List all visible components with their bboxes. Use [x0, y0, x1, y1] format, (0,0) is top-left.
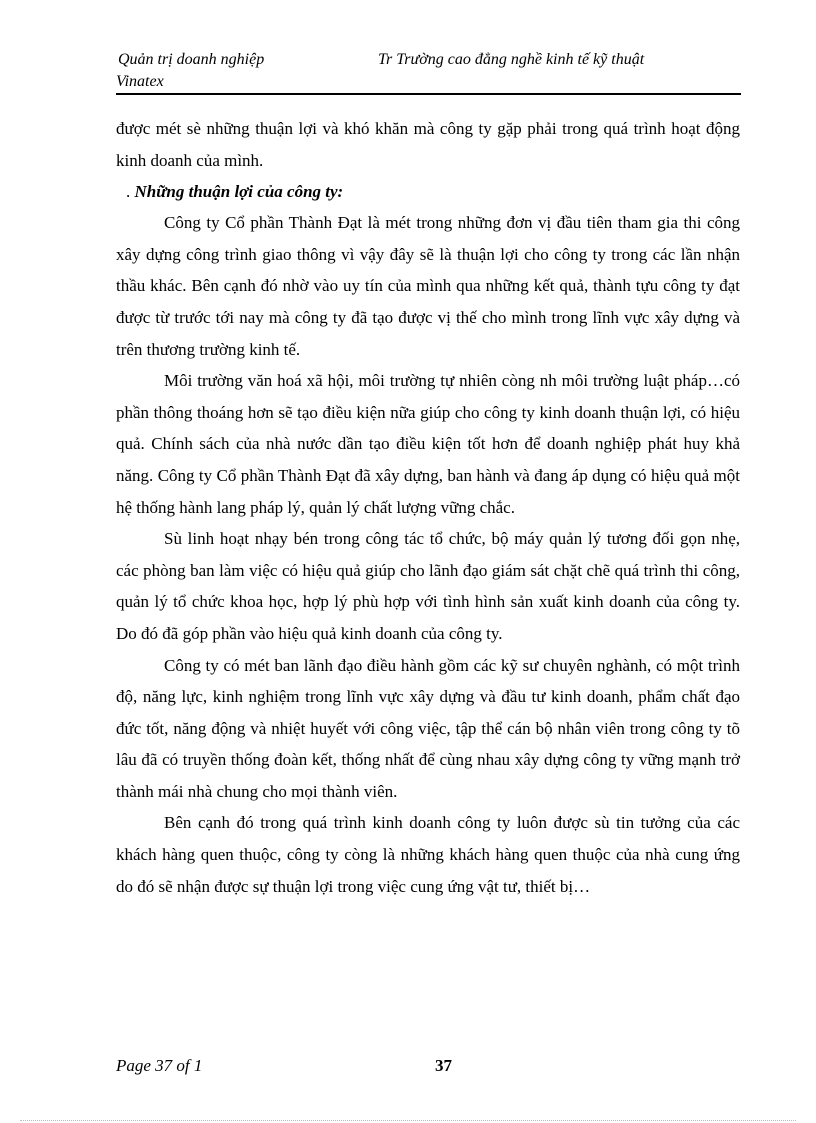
section-heading-title: Những thuận lợi của công ty: — [134, 182, 344, 202]
body-paragraph: Bên cạnh đó trong quá trình kinh doanh công ty luôn được sù tin tưởng của các khách hàng quen thuộc, công ty còng là những khách hàng quen thuộc của nhà cung ứng do đó sẽ nhận được sự thuận lợi trong việc cung ứng vật tư, thiết bị… — [116, 813, 740, 896]
footer-page-number: 37 — [435, 1056, 452, 1075]
page-header — [116, 50, 740, 94]
body-paragraph: Công ty có mét ban lãnh đạo điều hành gồm các kỹ sư chuyên nghành, có một trình độ, năng lực, kinh nghiệm trong lĩnh vực xây dựng và đầu tư kinh doanh, phẩm chất đạo đức tốt, năng động và nhiệt huyết với công việc, tập thể cán bộ nhân viên trong công ty tõ lâu đã có truyền thống đoàn kết, thống nhất để cùng nhau xây dựng công ty vững mạnh trở thành mái nhà chung cho mọi thành viên. — [116, 655, 740, 801]
section-heading-prefix: . — [126, 182, 135, 202]
footer-page-label: Page 37 of 1 — [116, 1056, 203, 1075]
header-company-name: Vinatex — [116, 73, 164, 90]
page-footer — [116, 1055, 740, 1079]
body-paragraph: Công ty Cổ phần Thành Đạt là mét trong những đơn vị đầu tiên tham gia thi công xây dựng công trình giao thông vì vậy đây sẽ là thuận lợi cho công ty trong các lần nhận thầu khác. Bên cạnh đó nhờ vào uy tín của mình qua những kết quả, thành tựu công ty đạt được từ trước tới nay mà công ty đã tạo được vị thế cho mình trong lĩnh vực xây dựng và trên thương trường kinh tế. — [116, 213, 740, 359]
intro-paragraph: được mét sè những thuận lợi và khó khăn mà công ty gặp phải trong quá trình hoạt động kinh doanh của mình. — [116, 119, 740, 170]
document-body — [116, 113, 740, 902]
header-school-name: Tr Trường cao đẳng nghề kinh tế kỹ thuật — [378, 51, 645, 68]
section-heading — [116, 176, 740, 207]
header-course-title: Quản trị doanh nghiệp — [118, 51, 265, 68]
body-paragraph: Sù linh hoạt nhạy bén trong công tác tổ chức, bộ máy quản lý tương đối gọn nhẹ, các phòng ban làm việc có hiệu quả giúp cho lãnh đạo giám sát chặt chẽ quá trình thi công, quản lý tổ chức khoa học, hợp lý phù hợp với tình hình sản xuất kinh doanh của công ty. Do đó đã góp phần vào hiệu quả kinh doanh của công ty. — [116, 529, 740, 643]
body-paragraph: Môi trường văn hoá xã hội, môi trường tự nhiên còng nh môi trường luật pháp…có phần thông thoáng hơn sẽ tạo điều kiện nữa giúp cho công ty kinh doanh thuận lợi, có hiệu quả. Chính sách của nhà nước dần tạo điều kiện tốt hơn để doanh nghiệp phát huy khả năng. Công ty Cổ phần Thành Đạt đã xây dựng, ban hành và đang áp dụng có hiệu quả một hệ thống hành lang pháp lý, quản lý chất lượng vững chắc. — [116, 371, 740, 517]
header-divider — [116, 93, 741, 95]
page-bottom-edge — [20, 1120, 796, 1121]
